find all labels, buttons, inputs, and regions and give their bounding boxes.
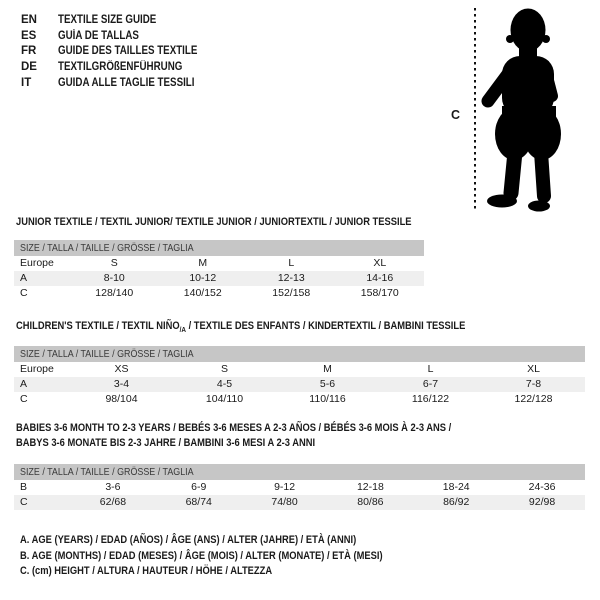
row-label: A (20, 272, 28, 284)
cell: 122/128 (514, 393, 553, 405)
toddler-figure (440, 0, 600, 220)
cell: 92/98 (528, 496, 556, 508)
table-row-a (14, 377, 585, 392)
toddler-silhouette (487, 9, 561, 212)
height-label-c: C (451, 108, 461, 122)
cell: 7-8 (525, 378, 542, 390)
title-post: / TEXTILE DES ENFANTS / KINDERTEXTIL / BAMBINI TESSILE (185, 320, 466, 332)
size-header-bar (14, 240, 424, 256)
children-table-title (16, 319, 545, 338)
language-label: TEXTILE SIZE GUIDE (58, 14, 157, 26)
cell: XL (373, 257, 387, 269)
title-pre: CHILDREN'S TEXTILE / TEXTIL NIÑO (16, 320, 180, 332)
size-header-text: SIZE / TALLA / TAILLE / GRÖSSE / TAGLIA (20, 348, 194, 360)
language-label: GUIDA ALLE TAGLIE TESSILI (58, 76, 195, 89)
language-code: ES (21, 29, 37, 42)
cell: 5-6 (319, 378, 336, 390)
cell: 3-6 (105, 481, 121, 493)
cell: 74/80 (271, 496, 298, 508)
legend-line-a-text: A. AGE (YEARS) / EDAD (AÑOS) / ÂGE (ANS) / ALTER (JAHRE) / ETÀ (ANNI) (20, 534, 357, 546)
cell: 18-24 (442, 481, 470, 493)
row-label: C (20, 393, 28, 405)
cell: 98/104 (105, 393, 138, 405)
legend-line-b-text: B. AGE (MONTHS) / EDAD (MESES) / ÂGE (MOIS) / ALTER (MONATE) / ETÀ (MESI) (20, 549, 383, 562)
legend (20, 533, 447, 580)
cell: 80/86 (357, 496, 384, 508)
language-row-it (21, 76, 222, 92)
cell: 68/74 (185, 496, 212, 508)
table-row-b (14, 480, 585, 495)
children-table-title-text (16, 319, 465, 338)
babies-table-title (16, 421, 528, 450)
cell: 9-12 (274, 481, 296, 493)
row-label: A (20, 378, 28, 390)
cell: 128/140 (95, 287, 134, 299)
table-row-c (14, 286, 424, 301)
cell: M (323, 363, 332, 375)
cell: 24-36 (528, 481, 556, 493)
cell: 62/68 (99, 496, 127, 508)
babies-title-line1: BABIES 3-6 MONTH TO 2-3 YEARS / BEBÉS 3-6 MESES A 2-3 AÑOS / BÉBÉS 3-6 MOIS À 2-3 ANS / (16, 422, 452, 434)
size-header-bar (14, 464, 585, 480)
cell: 10-12 (189, 272, 217, 284)
size-header-bar (14, 346, 585, 362)
cell: 4-5 (216, 378, 233, 390)
cell: L (427, 363, 434, 375)
junior-table-title (16, 215, 481, 230)
cell: 8-10 (103, 272, 125, 284)
row-label: B (20, 481, 28, 493)
junior-size-table (14, 240, 424, 301)
row-label: Europe (20, 257, 54, 269)
cell: 14-16 (366, 272, 394, 284)
cell: 6-9 (191, 481, 207, 493)
language-label: GUIDE DES TAILLES TEXTILE (58, 45, 198, 58)
cell: 152/158 (272, 287, 311, 299)
row-label: Europe (20, 363, 54, 375)
row-label: C (20, 287, 28, 299)
language-code: DE (21, 61, 37, 74)
children-size-table (14, 346, 585, 407)
cell: 3-4 (113, 378, 130, 390)
cell: 12-13 (277, 272, 305, 284)
cell: 86/92 (443, 496, 470, 508)
title-sub: /A (179, 325, 186, 335)
cell: S (220, 363, 228, 375)
table-row-c (14, 392, 585, 407)
table-row-a (14, 271, 424, 286)
language-list (21, 13, 222, 92)
legend-line-c (20, 564, 447, 580)
cell: M (198, 257, 208, 269)
babies-title-line2: BABYS 3-6 MONATE BIS 2-3 JAHRE / BAMBINI 3-6 MESI A 2-3 ANNI (16, 436, 316, 449)
table-row-europe (14, 256, 424, 271)
size-header-text: SIZE / TALLA / TAILLE / GRÖSSE / TAGLIA (20, 466, 194, 478)
language-code: EN (21, 14, 37, 26)
legend-line-a (20, 533, 447, 549)
cell: L (288, 257, 295, 269)
table-row-c (14, 495, 585, 510)
cell: XL (527, 363, 540, 375)
language-label: TEXTILGRÖßENFÜHRUNG (58, 61, 183, 74)
size-header-text: SIZE / TALLA / TAILLE / GRÖSSE / TAGLIA (20, 242, 194, 254)
legend-line-c-text: C. (cm) HEIGHT / ALTURA / HAUTEUR / HÖHE / ALTEZZA (20, 565, 273, 577)
junior-table-title-text: JUNIOR TEXTILE / TEXTIL JUNIOR/ TEXTILE JUNIOR / JUNIORTEXTIL / JUNIOR TESSILE (16, 216, 412, 228)
language-row-fr (21, 44, 222, 60)
cell: S (110, 257, 118, 269)
cell: 110/116 (309, 393, 346, 405)
legend-line-b (20, 549, 447, 565)
babies-size-table (14, 464, 585, 510)
language-code: FR (21, 45, 37, 58)
language-row-de (21, 60, 222, 76)
language-label: GUÍA DE TALLAS (58, 29, 139, 42)
cell: 116/122 (411, 393, 450, 405)
cell: 140/152 (183, 287, 222, 299)
cell: XS (114, 363, 129, 375)
language-row-es (21, 29, 222, 45)
row-label: C (20, 496, 28, 508)
cell: 158/170 (360, 287, 399, 299)
language-row-en (21, 13, 222, 29)
cell: 12-18 (356, 481, 384, 493)
table-row-europe (14, 362, 585, 377)
cell: 6-7 (422, 378, 439, 390)
language-code: IT (21, 76, 32, 89)
cell: 104/110 (205, 393, 244, 405)
